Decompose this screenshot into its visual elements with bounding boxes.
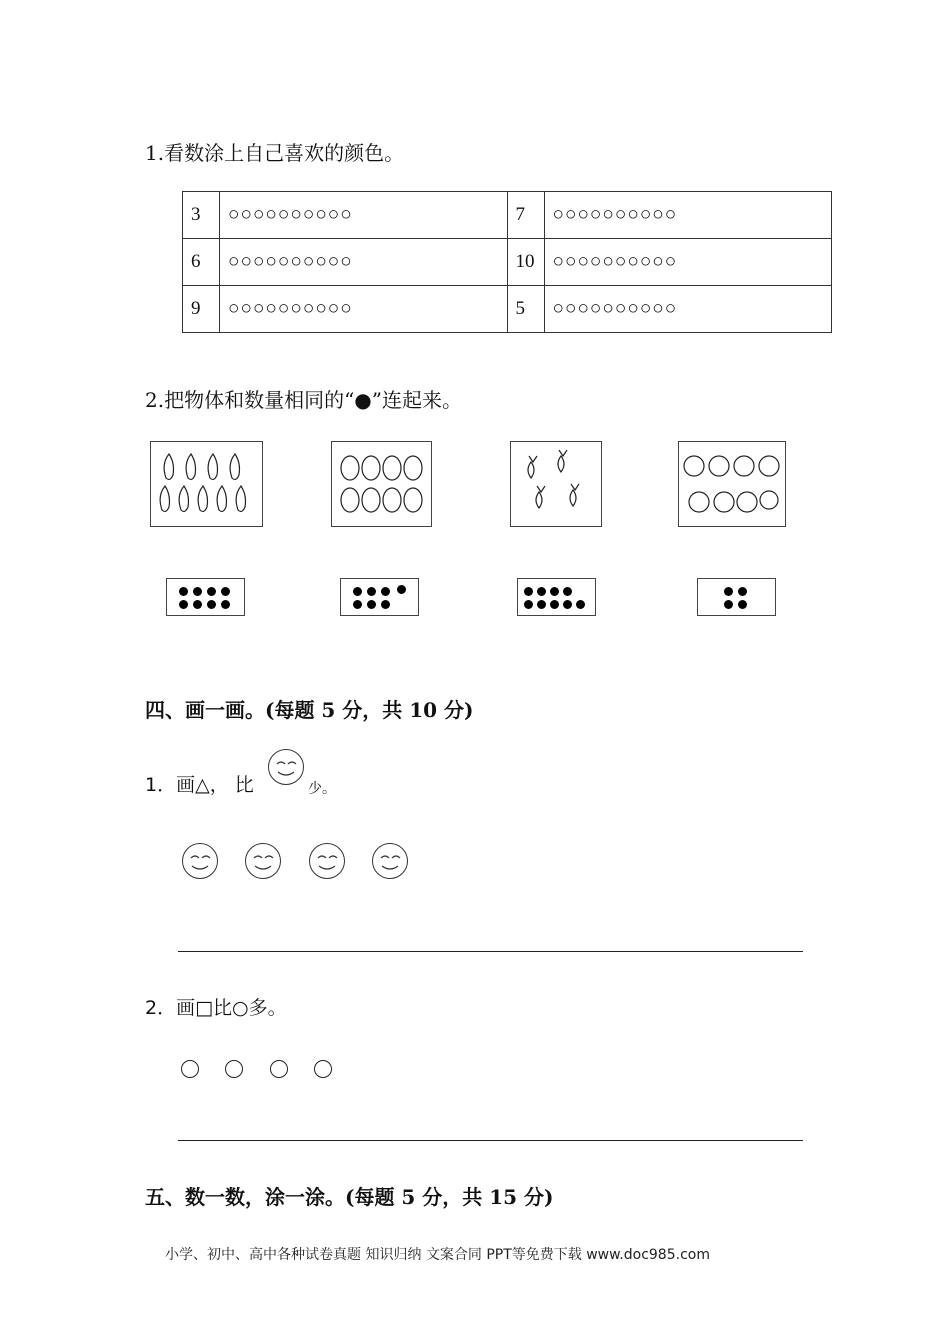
question-2-title: 2.把物体和数量相同的“●”连起来。 <box>145 388 462 412</box>
smiley-face-icon <box>183 844 217 878</box>
radish-icon <box>511 442 601 526</box>
circles-cell[interactable]: ○○○○○○○○○○ <box>220 286 508 333</box>
dot <box>524 600 533 609</box>
number-cell: 9 <box>183 286 220 333</box>
dot <box>221 600 230 609</box>
circles-cell[interactable]: ○○○○○○○○○○ <box>544 192 832 239</box>
smiley-face-icon <box>309 843 345 879</box>
section-5-heading: 五、数一数，涂一涂。(每题 5 分，共 15 分) <box>145 1185 554 1209</box>
circles-cell[interactable]: ○○○○○○○○○○ <box>220 192 508 239</box>
dot <box>724 587 733 596</box>
dot <box>193 600 202 609</box>
pepper-icon <box>332 442 431 526</box>
circle-shape <box>314 1060 332 1078</box>
circles-cell[interactable]: ○○○○○○○○○○ <box>220 239 508 286</box>
question-1-title: 1.看数涂上自己喜欢的颜色。 <box>145 141 405 165</box>
table-row <box>183 192 832 239</box>
number-circle-table <box>182 191 832 333</box>
picture-box-radishes[interactable] <box>510 441 602 527</box>
dot <box>207 600 216 609</box>
smiley-face-icon <box>310 844 344 878</box>
smiley-face-icon <box>269 750 303 784</box>
dot <box>724 600 733 609</box>
circles-cell[interactable]: ○○○○○○○○○○ <box>544 239 832 286</box>
dot <box>550 587 559 596</box>
smiley-face-icon <box>373 844 407 878</box>
circle-shape <box>181 1060 199 1078</box>
dot <box>367 600 376 609</box>
dot-box-4[interactable] <box>697 578 776 616</box>
smiley-face-icon <box>182 843 218 879</box>
number-cell: 6 <box>183 239 220 286</box>
number-cell: 3 <box>183 192 220 239</box>
draw-item-2: 2．画□比○多。 <box>145 997 287 1019</box>
dot-box-8[interactable] <box>166 578 245 616</box>
dot <box>550 600 559 609</box>
dot <box>563 600 572 609</box>
dot <box>537 600 546 609</box>
dot-box-7[interactable] <box>340 578 419 616</box>
cabbage-icon <box>679 442 785 526</box>
dot <box>524 587 533 596</box>
dot <box>367 587 376 596</box>
dot <box>179 600 188 609</box>
dot <box>207 587 216 596</box>
table-row <box>183 239 832 286</box>
dot <box>381 600 390 609</box>
draw-item-1 <box>145 770 254 797</box>
dot <box>397 585 406 594</box>
page-footer: 小学、初中、高中各种试卷真题 知识归纳 文案合同 PPT等免费下载 www.doc985.com <box>165 1247 710 1263</box>
answer-line-1[interactable] <box>178 951 803 952</box>
dot <box>738 600 747 609</box>
smiley-face-icon <box>268 749 304 785</box>
dot <box>738 587 747 596</box>
draw-item-1-suffix: 少。 <box>308 781 336 797</box>
smiley-face-icon <box>245 843 281 879</box>
circle-shape <box>225 1060 243 1078</box>
dot <box>563 587 572 596</box>
number-cell: 5 <box>507 286 544 333</box>
picture-box-cabbages[interactable] <box>678 441 786 527</box>
dot <box>537 587 546 596</box>
dot-box-9[interactable] <box>517 578 596 616</box>
dot <box>353 587 362 596</box>
smiley-face-icon <box>372 843 408 879</box>
number-cell: 10 <box>507 239 544 286</box>
dot <box>381 587 390 596</box>
dot <box>179 587 188 596</box>
circles-cell[interactable]: ○○○○○○○○○○ <box>544 286 832 333</box>
picture-box-eggplants[interactable] <box>150 441 263 527</box>
draw-item-1-prefix: 1．画△， 比 <box>145 774 254 796</box>
table-row <box>183 286 832 333</box>
section-4-heading: 四、画一画。(每题 5 分，共 10 分) <box>145 698 474 722</box>
number-cell: 7 <box>507 192 544 239</box>
answer-line-2[interactable] <box>178 1140 803 1141</box>
picture-box-peppers[interactable] <box>331 441 432 527</box>
dot <box>353 600 362 609</box>
eggplant-icon <box>151 442 262 526</box>
dot <box>193 587 202 596</box>
smiley-face-icon <box>246 844 280 878</box>
circle-shape <box>270 1060 288 1078</box>
dot <box>221 587 230 596</box>
dot <box>576 600 585 609</box>
